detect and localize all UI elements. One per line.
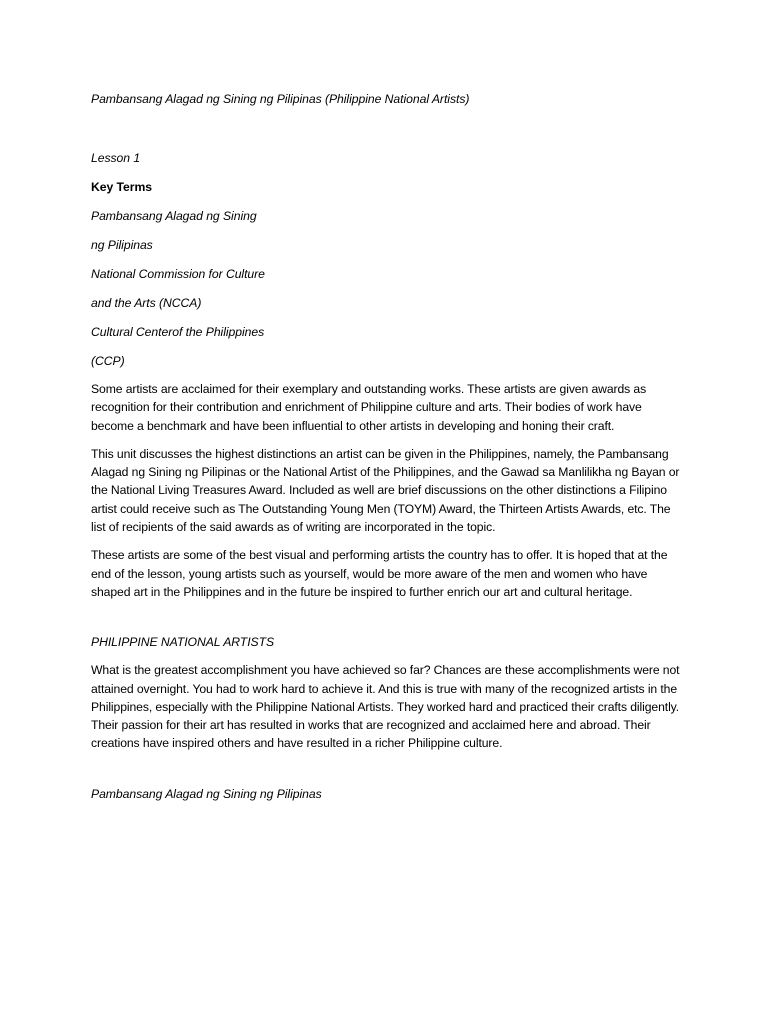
key-term: Pambansang Alagad ng Sining: [91, 209, 257, 223]
key-term: ng Pilipinas: [91, 238, 153, 252]
section-paragraph: What is the greatest accomplishment you have achieved so far? Chances are these accomplishments were not attained overnight. You had to work hard to achieve it. And this is true with many of the recognized artists in the Philippines, especially with the Philippine National Artists. They worked hard and practiced their crafts diligently. Their passion for their art has resulted in works that are recognized and acclaimed here and abroad. Their creations have inspired others and have resulted in a richer Philippine culture.: [91, 663, 680, 751]
document-title: Pambansang Alagad ng Sining ng Pilipinas (Philippine National Artists): [91, 92, 470, 106]
body-paragraph: This unit discusses the highest distinctions an artist can be given in the Philippines, namely, the Pambansang Alagad ng Sining ng Pilipinas or the National Artist of the Philippines, and the Gawad sa Manlilikha ng Bayan or the National Living Treasures Award. Included as well are brief discussions on the other distinctions a Filipino artist could receive such as The Outstanding Young Men (TOYM) Award, the Thirteen Artists Awards, etc. The list of recipients of the said awards as of writing are incorporated in the topic.: [91, 446, 680, 535]
lesson-label: Lesson 1: [91, 151, 141, 165]
document-body: [91, 90, 681, 803]
section-heading: PHILIPPINE NATIONAL ARTISTS: [91, 635, 275, 650]
key-term: Cultural Centerof the Philippines: [91, 325, 265, 339]
section-subheading: Pambansang Alagad ng Sining ng Pilipinas: [91, 786, 322, 801]
key-term: and the Arts (NCCA): [91, 296, 202, 310]
body-paragraph: These artists are some of the best visual and performing artists the country has to offer. It is hoped that at the end of the lesson, young artists such as yourself, would be more aware of the men and women who have shaped art in the Philippines and in the future be inspired to further enrich our art and cultural heritage.: [91, 548, 668, 599]
body-paragraph: Some artists are acclaimed for their exemplary and outstanding works. These artists are given awards as recognition for their contribution and enrichment of Philippine culture and arts. Their bodies of work have become a benchmark and have been influential to other artists in developing and honing their craft.: [91, 382, 647, 433]
key-term: (CCP): [91, 354, 125, 368]
key-term: National Commission for Culture: [91, 267, 265, 281]
key-terms-heading: Key Terms: [91, 180, 152, 194]
